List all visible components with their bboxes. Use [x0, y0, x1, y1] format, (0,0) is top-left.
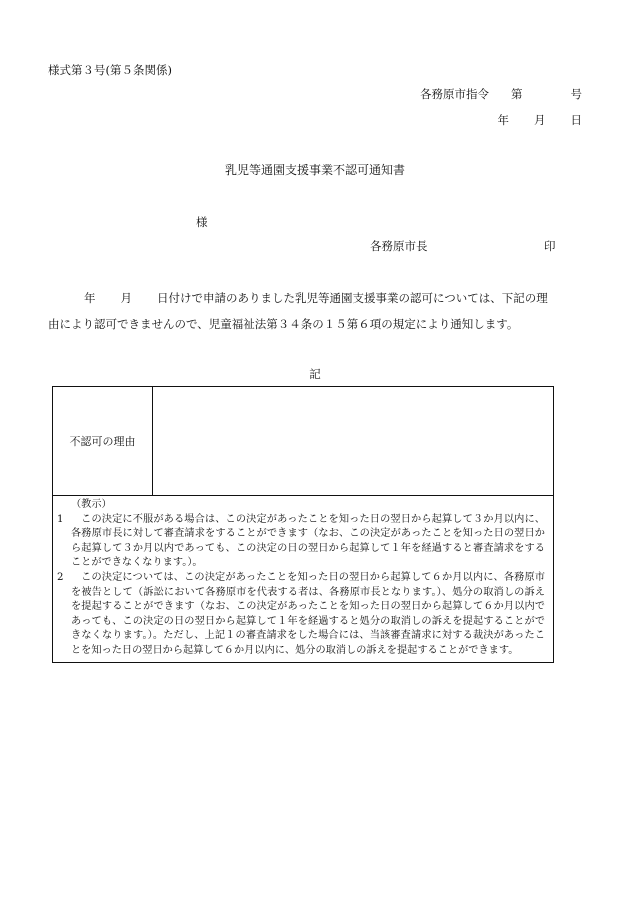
seal-mark: 印 — [544, 239, 556, 253]
instruction-number-2: 2 — [57, 571, 64, 583]
body-year: 年 — [84, 291, 96, 305]
form-number: 様式第３号(第５条関係) — [48, 63, 172, 77]
go-label: 号 — [570, 87, 582, 101]
dai-label: 第 — [511, 87, 523, 101]
day-label: 日 — [570, 113, 582, 127]
body-month: 月 — [120, 291, 132, 305]
reason-row — [53, 387, 554, 496]
reason-table — [52, 386, 554, 663]
instruction-text-1: この決定に不服がある場合は、この決定があったことを知った日の翌日から起算して３か月以内に、各務原市長に対して審査請求をすることができます（なお、この決定があったことを知った日の翌日から起算して３か月以内であっても、この決定の日の翌日から起算して１年を経過すると審査請求をすることができなくなります。）。 — [71, 513, 545, 569]
instruction-cell — [53, 496, 554, 663]
notice-body — [48, 285, 584, 337]
year-label: 年 — [497, 113, 509, 127]
addressee-suffix: 様 — [196, 215, 208, 229]
instruction-text-2: この決定については、この決定があったことを知った日の翌日から起算して６か月以内に、各務原市を被告として（訴訟において各務原市を代表する者は、各務原市長となります。）、処分の取消しの訴えを提起することができます（なお、この決定があったことを知った日の翌日から起算して６か月以内であっても、この決定の日の翌日から起算して１年を経過すると処分の取消しの訴えを提起することができなくなります。）。ただし、上記１の審査請求をした場合には、当該審査請求に対する裁決があったことを知った日の翌日から起算して６か月以内に、処分の取消しの訴えを提起することができます。 — [71, 571, 545, 656]
body-line-2: 由により認可できませんので、児童福祉法第３４条の１５第６項の規定により通知します。 — [48, 317, 519, 331]
city-directive-label: 各務原市指令 — [420, 87, 489, 101]
instruction-heading: （教示） — [71, 499, 112, 510]
instruction-row — [53, 496, 554, 663]
date-line — [498, 112, 583, 128]
document-number-line — [420, 86, 582, 102]
document-title: 乳児等通園支援事業不認可通知書 — [224, 163, 405, 177]
instruction-number-1: 1 — [57, 513, 64, 525]
reason-label-cell: 不認可の理由 — [53, 387, 153, 496]
body-line-1-text: 日付けで申請のありました乳児等通園支援事業の認可については、下記の理 — [157, 291, 548, 305]
instruction-item-1 — [57, 513, 545, 571]
body-line-1 — [48, 285, 584, 311]
month-label: 月 — [534, 113, 546, 127]
instruction-item-2 — [57, 571, 545, 659]
reason-value-cell — [153, 387, 554, 496]
ki-heading: 記 — [309, 367, 321, 381]
issuer-name: 各務原市長 — [370, 239, 428, 253]
